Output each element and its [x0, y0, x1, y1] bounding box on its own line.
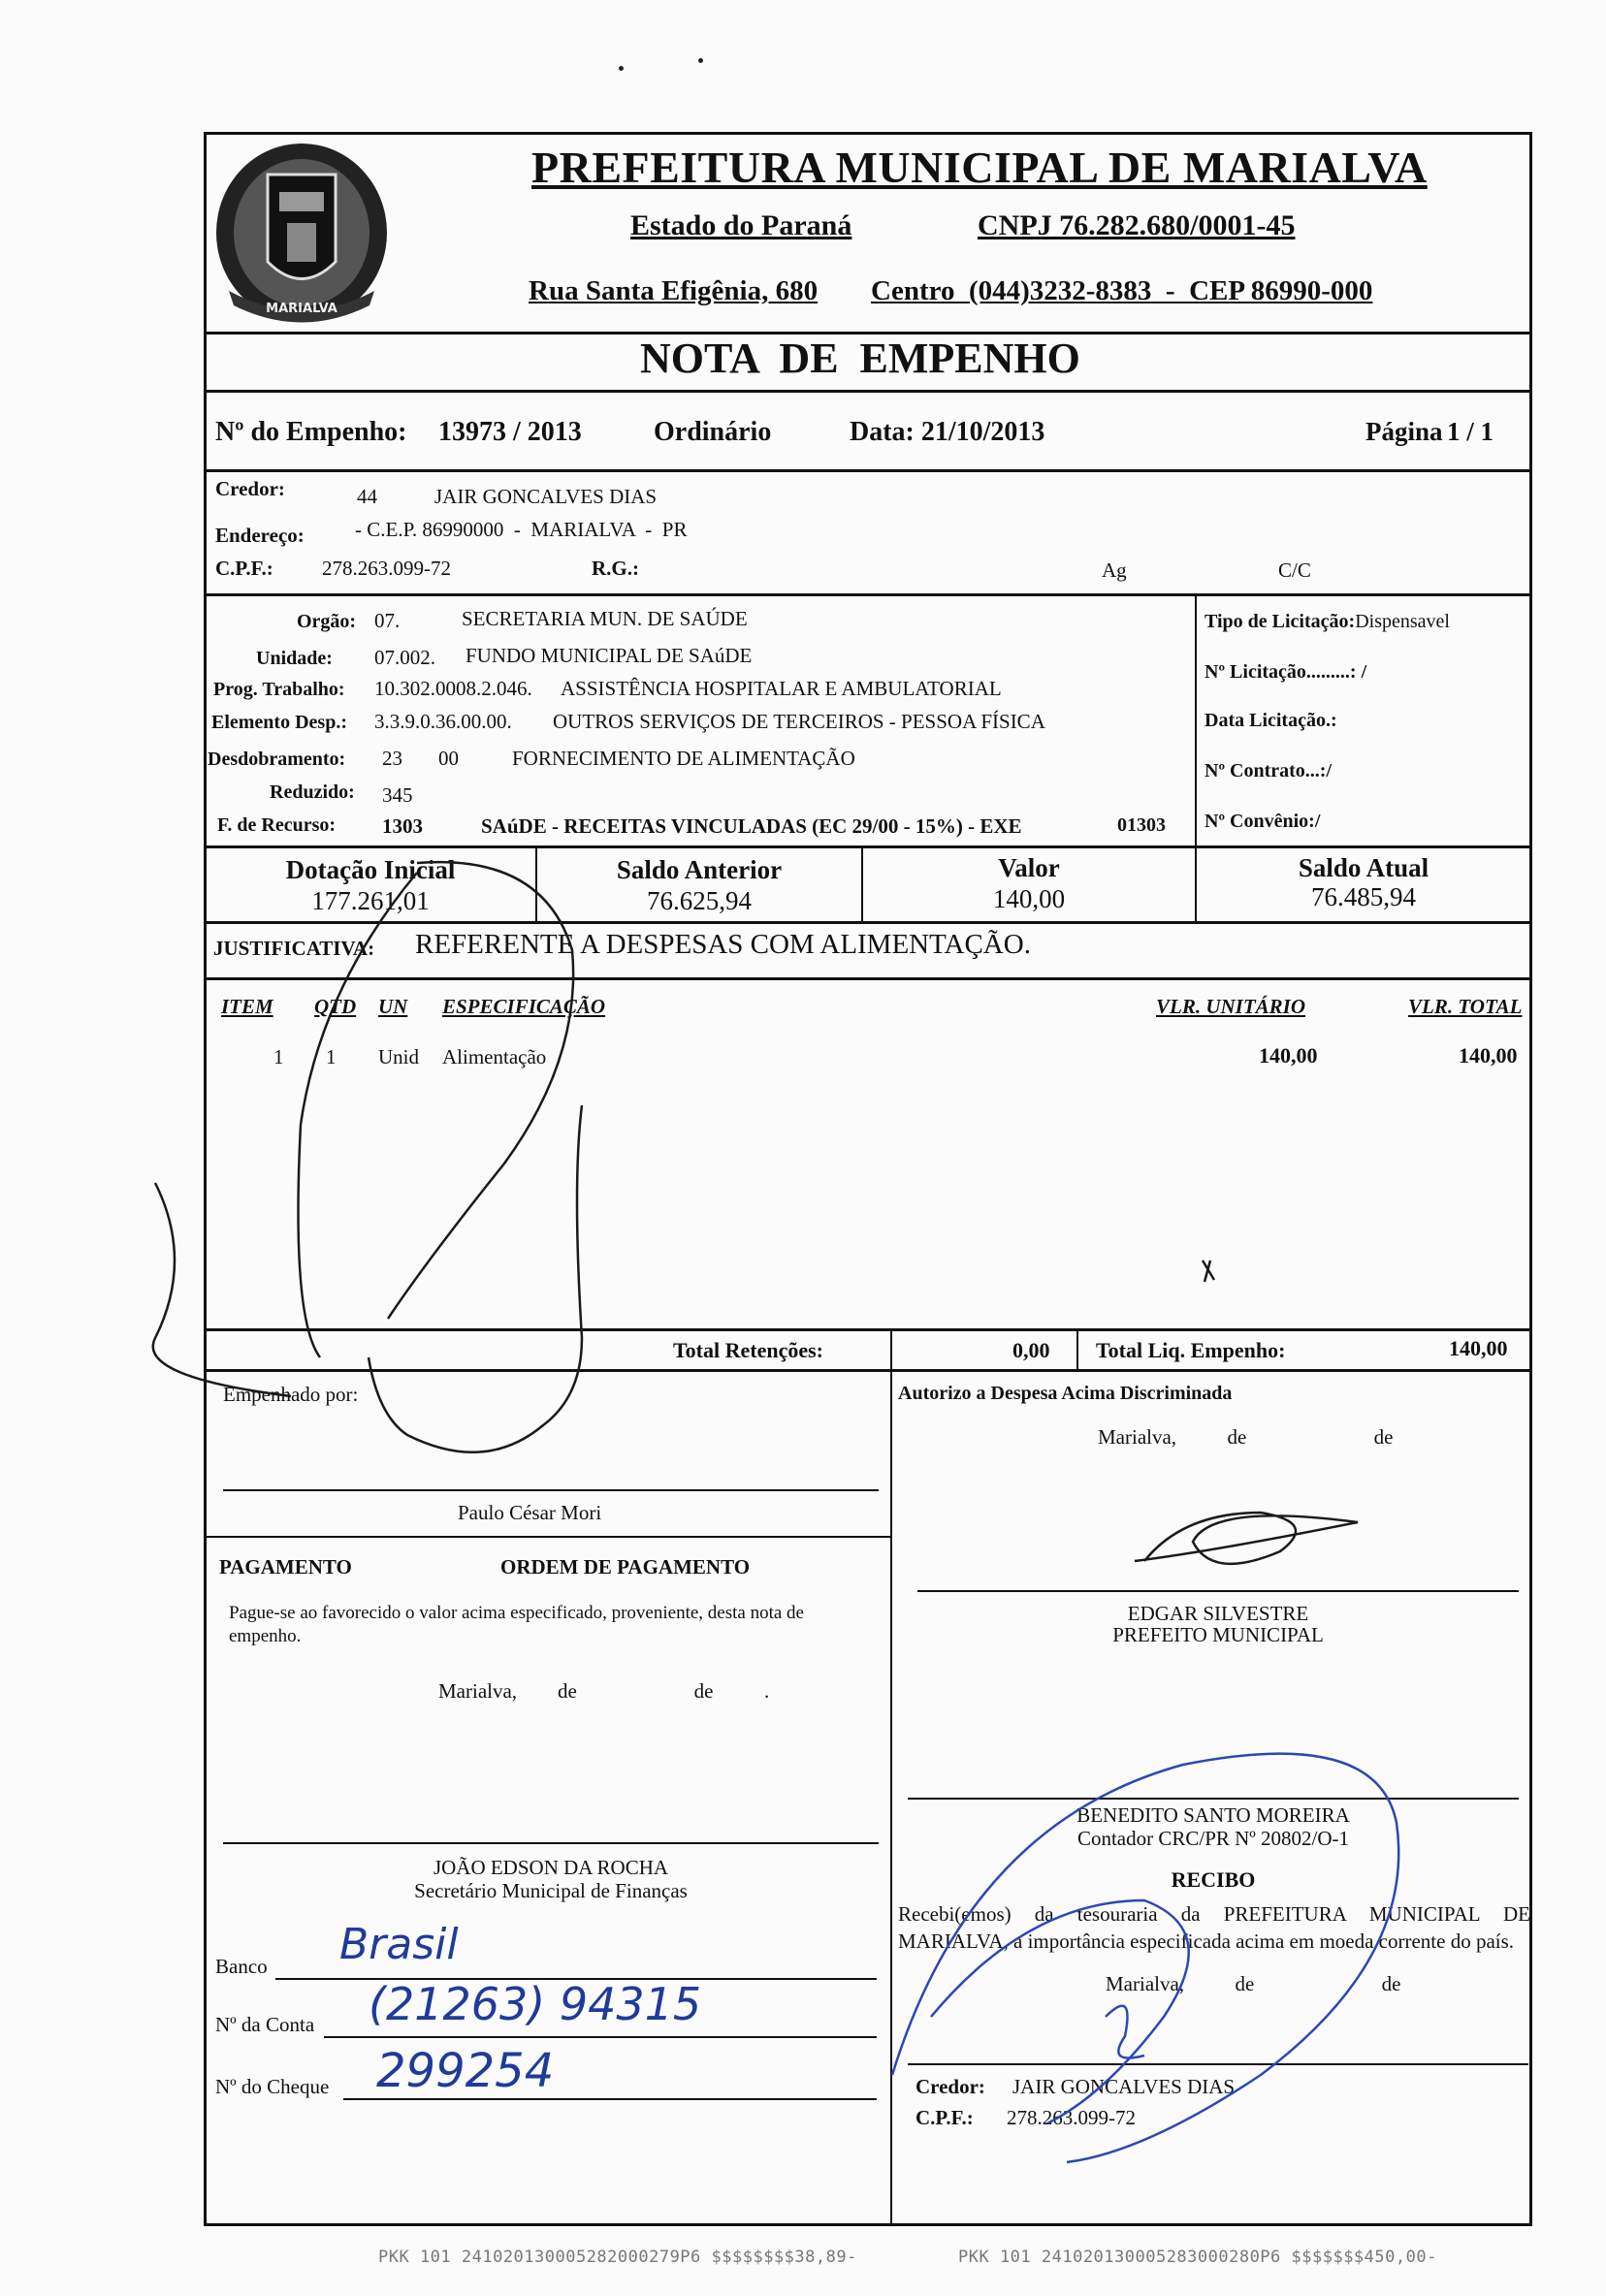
ordem-pagamento-title: ORDEM DE PAGAMENTO: [500, 1555, 751, 1578]
desdobramento-code: 23: [382, 747, 402, 770]
signature-stroke: [153, 1183, 291, 1396]
cnpj: CNPJ 76.282.680/0001-45: [978, 209, 1296, 241]
crest-label: MARIALVA: [266, 302, 337, 316]
recurso-number: 01303: [1117, 814, 1166, 836]
orgao-name: SECRETARIA MUN. DE SAÚDE: [462, 607, 748, 630]
page-label: Página: [1365, 417, 1443, 446]
item-number: 1: [273, 1045, 284, 1068]
col-item: ITEM: [221, 995, 273, 1018]
elemento-label: Elemento Desp.:: [211, 712, 347, 733]
recurso-label: F. de Recurso:: [217, 814, 337, 836]
total-liq-label: Total Liq. Empenho:: [1096, 1338, 1286, 1362]
conta-handwritten: (21263) 94315: [369, 1978, 702, 2030]
prefeito-title: PREFEITO MUNICIPAL: [1112, 1623, 1324, 1646]
prog-trabalho-label: Prog. Trabalho:: [213, 679, 345, 700]
saldo-atual-value: 76.485,94: [1311, 882, 1416, 911]
recibo-credor-label: Credor:: [915, 2075, 985, 2098]
recurso-name: SAúDE - RECEITAS VINCULADAS (EC 29/00 - 15%) - EXE: [481, 814, 1022, 838]
pague-se-text: Pague-se ao favorecido o valor acima especificado, proveniente, desta nota de empenho.: [229, 1603, 804, 1646]
item-un: Unid: [378, 1045, 419, 1068]
signature-stroke: [1106, 2006, 1144, 2058]
reduzido-label: Reduzido:: [270, 781, 355, 803]
desdobramento-name: FORNECIMENTO DE ALIMENTAÇÃO: [512, 747, 855, 770]
empenho-date: Data: 21/10/2013: [850, 417, 1045, 447]
state-name: Estado do Paraná: [630, 209, 852, 241]
col-vlr-unitario: VLR. UNITÁRIO: [1156, 995, 1306, 1018]
autorizo-text: Autorizo a Despesa Acima Discriminada: [898, 1383, 1233, 1404]
valor-label: Valor: [998, 853, 1060, 882]
secretario-name: JOÃO EDSON DA ROCHA: [433, 1856, 669, 1879]
orgao-code: 07.: [374, 609, 401, 632]
empenhado-por-label: Empenhado por:: [223, 1383, 359, 1406]
elemento-code: 3.3.9.0.36.00.00.: [374, 710, 512, 733]
conta-label: Nº da Conta: [215, 2013, 315, 2036]
saldo-anterior-value: 76.625,94: [647, 886, 752, 915]
total-retencoes-value: 0,00: [1012, 1338, 1050, 1362]
street-address: Rua Santa Efigênia, 680: [529, 275, 819, 306]
item-qtd: 1: [326, 1045, 337, 1068]
pagamento-title: PAGAMENTO: [219, 1555, 352, 1578]
col-especificacao: ESPECIFICAÇÃO: [442, 995, 606, 1018]
recibo-text: Recebi(emos) da tesouraria da PREFEITURA MUNICIPAL DE MARIALVA, a importância especificada acima em moeda corrente do país.: [898, 1902, 1530, 1953]
desdobramento-label: Desdobramento:: [208, 749, 346, 770]
unidade-code: 07.002.: [374, 646, 435, 669]
numero-licitacao: Nº Licitação.........: /: [1204, 661, 1367, 683]
signature-stroke: [892, 1754, 1401, 2162]
cc-label: C/C: [1278, 558, 1311, 582]
item-spec: Alimentação: [442, 1045, 547, 1068]
recibo-credor-name: JAIR GONCALVES DIAS: [1012, 2075, 1236, 2098]
micr-line-left: PKK 101 241020130005282000279P6 $$$$$$$$38,89-: [378, 2248, 857, 2267]
cheque-label: Nº do Cheque: [215, 2075, 330, 2098]
district-phone-cep: Centro (044)3232-8383 - CEP 86990-000: [871, 275, 1373, 306]
unidade-label: Unidade:: [256, 648, 333, 669]
col-vlr-total: VLR. TOTAL: [1408, 995, 1523, 1018]
dotacao-inicial-label: Dotação Inicial: [285, 855, 456, 884]
credor-code: 44: [357, 485, 377, 508]
col-qtd: QTD: [314, 995, 357, 1018]
tipo-licitacao-label: Tipo de Licitação:Dispensavel: [1204, 611, 1450, 632]
rg-label: R.G.:: [592, 557, 639, 580]
cheque-handwritten: 299254: [376, 2044, 555, 2098]
endereco-label: Endereço:: [215, 524, 305, 547]
endereco-value: - C.E.P. 86990000 - MARIALVA - PR: [355, 518, 688, 541]
page-number: 1 / 1: [1447, 417, 1494, 446]
valor-value: 140,00: [992, 884, 1066, 913]
cpf-value: 278.263.099-72: [322, 557, 451, 580]
saldo-anterior-label: Saldo Anterior: [616, 855, 783, 884]
signature-stroke: [299, 873, 418, 1357]
autorizo-date-line: Marialva, de de: [1098, 1425, 1394, 1449]
prefeito-name: EDGAR SILVESTRE: [1127, 1602, 1309, 1625]
signature-stroke: [369, 1105, 582, 1452]
dotacao-inicial-value: 177.261,01: [311, 886, 430, 915]
contador-title: Contador CRC/PR Nº 20802/O-1: [1076, 1827, 1350, 1850]
justificativa-label: JUSTIFICATIVA:: [213, 937, 375, 960]
micr-line-right: PKK 101 241020130005283000280P6 $$$$$$$450,00-: [958, 2248, 1437, 2267]
empenho-label: Nº do Empenho:: [215, 417, 407, 447]
numero-convenio: Nº Convênio:/: [1204, 811, 1321, 832]
tipo-licitacao-value: Dispensavel: [1355, 611, 1450, 632]
signature-stroke: [388, 862, 573, 1319]
banco-label: Banco: [215, 1955, 268, 1978]
data-licitacao: Data Licitação.:: [1204, 710, 1337, 731]
banco-handwritten: Brasil: [339, 1920, 459, 1969]
prog-trabalho-code: 10.302.0008.2.046.: [374, 677, 532, 700]
signature-stroke: [1203, 1260, 1214, 1282]
ag-label: Ag: [1102, 558, 1127, 582]
credor-label: Credor:: [215, 477, 285, 500]
credor-name: JAIR GONCALVES DIAS: [434, 485, 658, 508]
recibo-date-line: Marialva, de de: [1106, 1972, 1401, 1995]
ordem-date-line: Marialva, de de .: [438, 1679, 770, 1703]
signature-stroke: [931, 1900, 1189, 2123]
desdobramento-sub: 00: [438, 747, 459, 770]
unidade-name: FUNDO MUNICIPAL DE SAúDE: [466, 644, 753, 667]
total-liq-value: 140,00: [1449, 1336, 1508, 1360]
empenho-number: 13973 / 2013: [438, 417, 582, 447]
recibo-cpf-label: C.P.F.:: [915, 2106, 974, 2129]
item-vlr-unitario: 140,00: [1259, 1043, 1318, 1068]
saldo-atual-label: Saldo Atual: [1298, 853, 1429, 882]
total-retencoes-label: Total Retenções:: [673, 1338, 823, 1362]
item-vlr-total: 140,00: [1459, 1043, 1518, 1068]
reduzido-value: 345: [382, 783, 413, 807]
numero-contrato: Nº Contrato...:/: [1204, 760, 1333, 781]
justificativa-text: REFERENTE A DESPESAS COM ALIMENTAÇÃO.: [415, 929, 1031, 960]
empenhado-por-name: Paulo César Mori: [458, 1501, 602, 1524]
prefeitura-title: PREFEITURA MUNICIPAL DE MARIALVA: [531, 143, 1428, 192]
elemento-name: OUTROS SERVIÇOS DE TERCEIROS - PESSOA FÍSICA: [553, 710, 1045, 733]
cpf-label: C.P.F.:: [215, 557, 273, 580]
prog-trabalho-name: ASSISTÊNCIA HOSPITALAR E AMBULATORIAL: [561, 677, 1002, 700]
nota-de-empenho-title: NOTA DE EMPENHO: [640, 335, 1080, 382]
recibo-title: RECIBO: [1171, 1867, 1256, 1892]
contador-name: BENEDITO SANTO MOREIRA: [1076, 1803, 1350, 1827]
col-un: UN: [378, 995, 408, 1018]
recibo-cpf-value: 278.263.099-72: [1007, 2106, 1136, 2129]
signature-stroke: [1135, 1513, 1358, 1564]
secretario-title: Secretário Municipal de Finanças: [414, 1879, 688, 1902]
empenho-type: Ordinário: [654, 417, 772, 447]
orgao-label: Orgão:: [297, 611, 357, 632]
recurso-code: 1303: [382, 814, 423, 838]
